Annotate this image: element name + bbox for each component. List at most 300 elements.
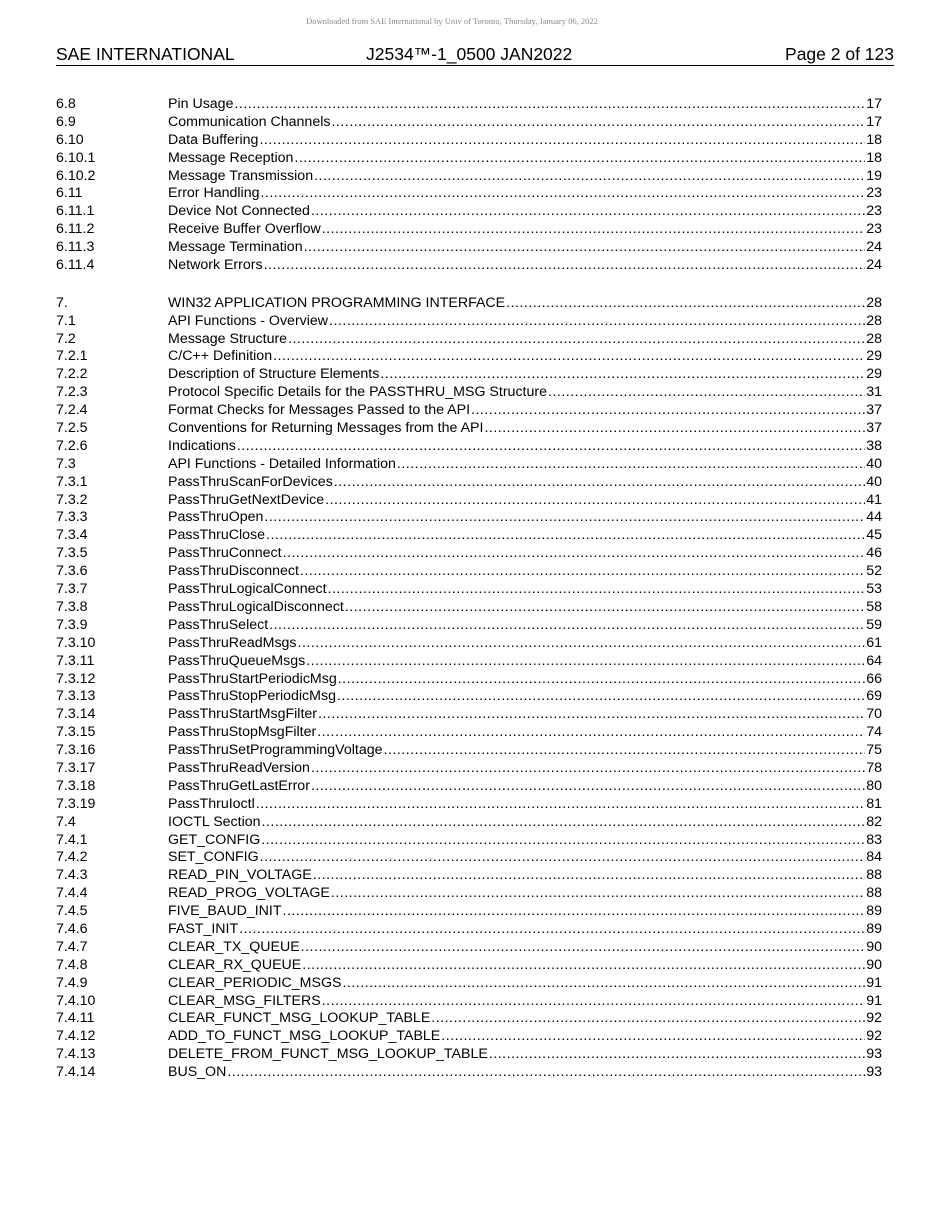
toc-dot-leader — [311, 203, 865, 221]
toc-entry-line — [168, 975, 882, 993]
toc-section-title: Device Not Connected — [168, 203, 310, 220]
toc-entry[interactable] — [56, 635, 882, 653]
toc-section-title: Description of Structure Elements — [168, 366, 380, 383]
toc-section-number: 7.3.2 — [56, 491, 88, 508]
toc-section-title: PassThruClose — [168, 527, 265, 544]
toc-section-number: 7.3.17 — [56, 759, 96, 776]
toc-page-number: 24 — [866, 257, 882, 274]
toc-entry[interactable] — [56, 221, 882, 239]
toc-section-number: 6.9 — [56, 113, 76, 130]
toc-entry-line — [168, 903, 882, 921]
toc-page-number: 75 — [866, 742, 882, 759]
toc-section-title: API Functions - Overview — [168, 312, 329, 329]
toc-dot-leader — [337, 688, 865, 706]
toc-entry[interactable] — [56, 599, 882, 617]
toc-section-number: 7.3.9 — [56, 616, 88, 633]
toc-section-number: 7.2.2 — [56, 366, 88, 383]
toc-entry[interactable] — [56, 545, 882, 563]
toc-section-title: CLEAR_TX_QUEUE — [168, 938, 300, 955]
toc-entry-line — [168, 993, 882, 1011]
toc-section-number: 7.2.4 — [56, 402, 88, 419]
toc-entry[interactable] — [56, 295, 882, 313]
toc-page-number: 88 — [866, 885, 882, 902]
toc-section-number: 6.11.4 — [56, 257, 95, 274]
toc-entry[interactable] — [56, 402, 882, 420]
toc-section-title: PassThruSetProgrammingVoltage — [168, 742, 383, 759]
toc-entry-line — [168, 742, 882, 760]
toc-dot-leader — [264, 509, 865, 527]
toc-dot-leader — [342, 975, 865, 993]
toc-section-title: Network Errors — [168, 257, 263, 274]
toc-section-title: Error Handling — [168, 185, 260, 202]
toc-entry-line — [168, 867, 882, 885]
toc-entry-line — [168, 1046, 882, 1064]
toc-section-number: 7.3.10 — [56, 634, 96, 651]
toc-entry[interactable] — [56, 348, 882, 366]
toc-section-number: 7.3.19 — [56, 795, 96, 812]
toc-dot-leader — [288, 331, 865, 349]
toc-page-number: 40 — [866, 455, 882, 472]
toc-entry[interactable] — [56, 185, 882, 203]
toc-section-title: PassThruStartPeriodicMsg — [168, 670, 337, 687]
toc-dot-leader — [298, 635, 866, 653]
toc-entry-line — [168, 599, 882, 617]
toc-entry[interactable] — [56, 742, 882, 760]
toc-section-title: Data Buffering — [168, 131, 259, 148]
toc-dot-leader — [269, 617, 865, 635]
toc-entry[interactable] — [56, 957, 882, 975]
toc-section-number: 6.11.3 — [56, 239, 95, 256]
toc-entry-line — [168, 295, 882, 313]
toc-entry[interactable] — [56, 832, 882, 850]
toc-entry[interactable] — [56, 796, 882, 814]
toc-section-title: CLEAR_PERIODIC_MSGS — [168, 974, 342, 991]
toc-section-title: C/C++ Definition — [168, 348, 273, 365]
toc-entry[interactable] — [56, 168, 882, 186]
toc-section-number: 7.3.8 — [56, 598, 88, 615]
toc-section-title: PassThruIoctl — [168, 795, 255, 812]
toc-entry-line — [168, 492, 882, 510]
toc-section-title: Pin Usage — [168, 96, 234, 112]
toc-entry[interactable] — [56, 778, 882, 796]
toc-entry-line — [168, 114, 882, 132]
toc-section-title: Message Reception — [168, 149, 294, 166]
toc-dot-leader — [261, 832, 865, 850]
toc-page-number: 28 — [866, 330, 882, 347]
toc-section-number: 7.3.7 — [56, 581, 88, 598]
toc-section-title: ADD_TO_FUNCT_MSG_LOOKUP_TABLE — [168, 1028, 441, 1045]
toc-entry-line — [168, 581, 882, 599]
toc-page-number: 74 — [866, 724, 882, 741]
toc-entry-line — [168, 185, 882, 203]
toc-section-number: 7.4.9 — [56, 974, 88, 991]
toc-section-number: 7.4.5 — [56, 903, 88, 920]
toc-section-number: 7.3.16 — [56, 742, 96, 759]
toc-entry-line — [168, 420, 882, 438]
toc-section-title: Message Termination — [168, 239, 303, 256]
toc-entry[interactable] — [56, 132, 882, 150]
toc-entry-line — [168, 331, 882, 349]
toc-entry[interactable] — [56, 509, 882, 527]
toc-entry[interactable] — [56, 313, 882, 331]
toc-page-number: 66 — [866, 670, 882, 687]
toc-dot-leader — [311, 760, 865, 778]
toc-dot-leader — [325, 492, 865, 510]
toc-page-number: 83 — [866, 831, 882, 848]
toc-section-title: Format Checks for Messages Passed to the API — [168, 402, 471, 419]
toc-section-number: 7.4.4 — [56, 885, 88, 902]
toc-entry[interactable] — [56, 420, 882, 438]
toc-section-title: Receive Buffer Overflow — [168, 221, 321, 238]
toc-entry[interactable] — [56, 1010, 882, 1028]
toc-page-number: 91 — [866, 992, 882, 1009]
toc-entry-line — [168, 313, 882, 331]
toc-dot-leader — [283, 903, 866, 921]
toc-entry[interactable] — [56, 456, 882, 474]
toc-section-number: 7.3.6 — [56, 563, 88, 580]
toc-entry-line — [168, 832, 882, 850]
toc-dot-leader — [256, 796, 865, 814]
toc-entry[interactable] — [56, 760, 882, 778]
toc-section-title: Communication Channels — [168, 113, 331, 130]
toc-page-number: 23 — [866, 203, 882, 220]
toc-dot-leader — [338, 671, 865, 689]
toc-entry[interactable] — [56, 474, 882, 492]
toc-entry-line — [168, 778, 882, 796]
toc-page-number: 89 — [866, 920, 882, 937]
toc-section-title: PassThruStartMsgFilter — [168, 706, 318, 723]
toc-page-number: 92 — [866, 1010, 882, 1027]
toc-section-number: 7.4 — [56, 813, 76, 830]
toc-entry-line — [168, 456, 882, 474]
toc-page-number: 18 — [866, 131, 882, 148]
toc-dot-leader — [301, 939, 866, 957]
toc-dot-leader — [471, 402, 865, 420]
toc-section-title: Protocol Specific Details for the PASSTHRU_MSG Structure — [168, 384, 547, 401]
toc-section-title: Message Structure — [168, 330, 288, 347]
toc-page-number: 81 — [866, 795, 882, 812]
toc-section-title: PassThruLogicalConnect — [168, 581, 327, 598]
toc-page-number: 90 — [866, 938, 882, 955]
toc-section-title: Message Transmission — [168, 167, 314, 184]
toc-dot-leader — [273, 348, 865, 366]
toc-section-number: 7.3.5 — [56, 545, 88, 562]
toc-page-number: 41 — [866, 491, 882, 508]
toc-entry[interactable] — [56, 384, 882, 402]
toc-section-title: CLEAR_RX_QUEUE — [168, 956, 302, 973]
toc-page-number: 70 — [866, 706, 882, 723]
page-header — [56, 43, 894, 66]
toc-entry[interactable] — [56, 653, 882, 671]
toc-dot-leader — [331, 114, 865, 132]
toc-dot-leader — [334, 474, 865, 492]
toc-page-number: 17 — [866, 96, 882, 112]
toc-dot-leader — [318, 706, 865, 724]
toc-section-title: FIVE_BAUD_INIT — [168, 903, 282, 920]
toc-page-number: 38 — [866, 437, 882, 454]
toc-section-number: 7.4.1 — [56, 831, 88, 848]
toc-entry-line — [168, 527, 882, 545]
toc-page-number: 44 — [866, 509, 882, 526]
toc-entry-line — [168, 706, 882, 724]
toc-entry[interactable] — [56, 492, 882, 510]
toc-section-title: PassThruSelect — [168, 616, 269, 633]
toc-dot-leader — [302, 957, 865, 975]
toc-entry[interactable] — [56, 1028, 882, 1046]
toc-entry-line — [168, 402, 882, 420]
toc-entry[interactable] — [56, 1046, 882, 1064]
toc-dot-leader — [234, 96, 865, 114]
toc-page-number: 82 — [866, 813, 882, 830]
toc-entry[interactable] — [56, 239, 882, 257]
toc-page-number: 31 — [866, 384, 882, 401]
toc-page-number: 69 — [866, 688, 882, 705]
toc-section-number: 6.11 — [56, 185, 83, 202]
toc-entry-line — [168, 168, 882, 186]
toc-section-number: 7.3.4 — [56, 527, 88, 544]
toc-section-number: 7.4.3 — [56, 867, 88, 884]
toc-section-title: PassThruLogicalDisconnect — [168, 598, 344, 615]
toc-entry[interactable] — [56, 671, 882, 689]
toc-dot-leader — [397, 456, 865, 474]
toc-page-number: 19 — [866, 167, 882, 184]
toc-dot-leader — [227, 1064, 865, 1082]
toc-dot-leader — [313, 867, 865, 885]
toc-entry[interactable] — [56, 706, 882, 724]
toc-entry[interactable] — [56, 867, 882, 885]
toc-page-number: 84 — [866, 849, 882, 866]
toc-section-title: SET_CONFIG — [168, 849, 259, 866]
toc-entry-line — [168, 257, 882, 275]
toc-entry[interactable] — [56, 114, 882, 132]
toc-entry-line — [168, 760, 882, 778]
toc-section-title: CLEAR_FUNCT_MSG_LOOKUP_TABLE — [168, 1010, 431, 1027]
toc-section-title: FAST_INIT — [168, 920, 239, 937]
toc-section-title: PassThruReadVersion — [168, 759, 310, 776]
toc-entry[interactable] — [56, 617, 882, 635]
toc-section-number: 7.4.12 — [56, 1028, 96, 1045]
toc-section-number: 6.10.2 — [56, 167, 96, 184]
toc-page-number: 24 — [866, 239, 882, 256]
toc-page-number: 29 — [866, 348, 882, 365]
toc-entry-line — [168, 545, 882, 563]
toc-dot-leader — [264, 257, 866, 275]
toc-section-title: GET_CONFIG — [168, 831, 261, 848]
toc-dot-leader — [317, 724, 865, 742]
toc-entry-line — [168, 671, 882, 689]
toc-dot-leader — [322, 221, 866, 239]
toc-entry-line — [168, 563, 882, 581]
toc-page-number: 89 — [866, 903, 882, 920]
toc-entry-line — [168, 221, 882, 239]
toc-page-number: 23 — [866, 221, 882, 238]
download-watermark: Downloaded from SAE International by Univ of Toronto, Thursday, January 06, 2022 — [306, 16, 598, 26]
toc-entry-line — [168, 203, 882, 221]
toc-section-number: 7.4.2 — [56, 849, 88, 866]
toc-dot-leader — [304, 239, 866, 257]
toc-entry-line — [168, 617, 882, 635]
toc-section-title: PassThruStopPeriodicMsg — [168, 688, 336, 705]
toc-page-number: 37 — [866, 420, 882, 437]
toc-section-title: API Functions - Detailed Information — [168, 455, 396, 472]
toc-entry-line — [168, 885, 882, 903]
toc-section-title: PassThruGetNextDevice — [168, 491, 325, 508]
toc-page-number: 46 — [866, 545, 882, 562]
toc-dot-leader — [331, 885, 865, 903]
toc-dot-leader — [266, 527, 865, 545]
toc-entry[interactable] — [56, 814, 882, 832]
toc-page-number: 23 — [866, 185, 882, 202]
table-of-contents — [56, 96, 882, 1082]
header-page-number: Page 2 of 123 — [785, 44, 894, 64]
toc-page-number: 93 — [866, 1064, 882, 1081]
toc-section-title: READ_PROG_VOLTAGE — [168, 885, 330, 902]
toc-dot-leader — [239, 921, 865, 939]
toc-section-number: 7.1 — [56, 312, 76, 329]
toc-section-number: 7.4.6 — [56, 920, 88, 937]
toc-dot-leader — [260, 185, 865, 203]
toc-entry-line — [168, 814, 882, 832]
toc-section-title: PassThruReadMsgs — [168, 634, 297, 651]
toc-page-number: 40 — [866, 473, 882, 490]
toc-entry[interactable] — [56, 150, 882, 168]
toc-entry-line — [168, 688, 882, 706]
toc-entry-line — [168, 635, 882, 653]
toc-entry-line — [168, 438, 882, 456]
toc-entry-line — [168, 921, 882, 939]
toc-dot-leader — [237, 438, 865, 456]
toc-dot-leader — [489, 1046, 865, 1064]
toc-section-number: 6.8 — [56, 96, 76, 112]
toc-entry[interactable] — [56, 331, 882, 349]
toc-section-number: 7.3.12 — [56, 670, 96, 687]
toc-entry-line — [168, 132, 882, 150]
toc-section-title: DELETE_FROM_FUNCT_MSG_LOOKUP_TABLE — [168, 1046, 488, 1063]
toc-section-number: 6.10 — [56, 131, 84, 148]
toc-entry-line — [168, 150, 882, 168]
toc-entry-line — [168, 474, 882, 492]
toc-entry[interactable] — [56, 975, 882, 993]
toc-page-number: 88 — [866, 867, 882, 884]
toc-page-number: 92 — [866, 1028, 882, 1045]
toc-section-number: 7.4.7 — [56, 938, 88, 955]
toc-section-number: 7.2.3 — [56, 384, 88, 401]
toc-entry[interactable] — [56, 885, 882, 903]
toc-entry[interactable] — [56, 203, 882, 221]
toc-section-number: 7.3.1 — [56, 473, 88, 490]
toc-page-number: 52 — [866, 563, 882, 580]
toc-section-number: 7.2.1 — [56, 348, 88, 365]
toc-section-title: Indications — [168, 437, 236, 454]
toc-entry-line — [168, 348, 882, 366]
toc-page-number: 64 — [866, 652, 882, 669]
toc-section-number: 7.4.8 — [56, 956, 88, 973]
toc-section-title: WIN32 APPLICATION PROGRAMMING INTERFACE — [168, 294, 506, 311]
toc-entry[interactable] — [56, 1064, 882, 1082]
toc-entry[interactable] — [56, 724, 882, 742]
toc-entry[interactable] — [56, 96, 882, 114]
toc-dot-leader — [262, 814, 866, 832]
toc-entry[interactable] — [56, 849, 882, 867]
toc-page-number: 17 — [866, 113, 882, 130]
toc-entry[interactable] — [56, 581, 882, 599]
toc-dot-leader — [322, 993, 866, 1011]
toc-dot-leader — [345, 599, 865, 617]
toc-section-title: PassThruScanForDevices — [168, 473, 333, 490]
toc-section-number: 7.4.11 — [56, 1010, 95, 1027]
toc-section-number: 7.3.15 — [56, 724, 96, 741]
toc-dot-leader — [441, 1028, 865, 1046]
toc-dot-leader — [506, 295, 865, 313]
toc-dot-leader — [431, 1010, 865, 1028]
toc-entry[interactable] — [56, 903, 882, 921]
toc-entry[interactable] — [56, 921, 882, 939]
toc-section-title: CLEAR_MSG_FILTERS — [168, 992, 321, 1009]
header-document-id: J2534™-1_0500 JAN2022 — [366, 44, 573, 64]
toc-page-number: 93 — [866, 1046, 882, 1063]
toc-entry-line — [168, 796, 882, 814]
toc-dot-leader — [384, 742, 866, 760]
toc-dot-leader — [484, 420, 865, 438]
toc-dot-leader — [311, 778, 865, 796]
toc-section-number: 6.11.1 — [56, 203, 95, 220]
toc-entry-line — [168, 509, 882, 527]
header-organization: SAE INTERNATIONAL — [56, 44, 235, 64]
toc-entry-line — [168, 653, 882, 671]
toc-page-number: 61 — [866, 634, 882, 651]
toc-entry[interactable] — [56, 993, 882, 1011]
toc-section-number: 7. — [56, 294, 68, 311]
toc-entry[interactable] — [56, 366, 882, 384]
toc-section-number: 7.2.6 — [56, 437, 88, 454]
toc-entry[interactable] — [56, 563, 882, 581]
toc-page-number: 59 — [866, 616, 882, 633]
toc-page-number: 29 — [866, 366, 882, 383]
toc-entry-line — [168, 1010, 882, 1028]
toc-entry[interactable] — [56, 257, 882, 275]
toc-page-number: 28 — [866, 312, 882, 329]
toc-entry[interactable] — [56, 688, 882, 706]
toc-entry-line — [168, 96, 882, 114]
toc-page-number: 58 — [866, 598, 882, 615]
toc-dot-leader — [300, 563, 865, 581]
toc-section-number: 7.3.14 — [56, 706, 96, 723]
toc-entry[interactable] — [56, 939, 882, 957]
toc-entry-line — [168, 1064, 882, 1082]
toc-dot-leader — [283, 545, 866, 563]
toc-entry[interactable] — [56, 438, 882, 456]
toc-section-number: 7.4.14 — [56, 1064, 96, 1081]
toc-section-number: 7.3.13 — [56, 688, 96, 705]
toc-dot-leader — [328, 581, 866, 599]
toc-dot-leader — [259, 132, 865, 150]
toc-section-number: 7.3.3 — [56, 509, 88, 526]
toc-page-number: 80 — [866, 777, 882, 794]
toc-entry[interactable] — [56, 527, 882, 545]
toc-entry-line — [168, 366, 882, 384]
toc-section-number: 7.3.11 — [56, 652, 95, 669]
toc-page-number: 91 — [866, 974, 882, 991]
toc-dot-leader — [260, 849, 866, 867]
toc-page-number: 90 — [866, 956, 882, 973]
toc-entry-line — [168, 724, 882, 742]
toc-entry-line — [168, 957, 882, 975]
toc-section-number: 7.2 — [56, 330, 76, 347]
toc-section-title: PassThruStopMsgFilter — [168, 724, 317, 741]
toc-section-number: 6.10.1 — [56, 149, 96, 166]
toc-page-number: 45 — [866, 527, 882, 544]
toc-dot-leader — [306, 653, 865, 671]
